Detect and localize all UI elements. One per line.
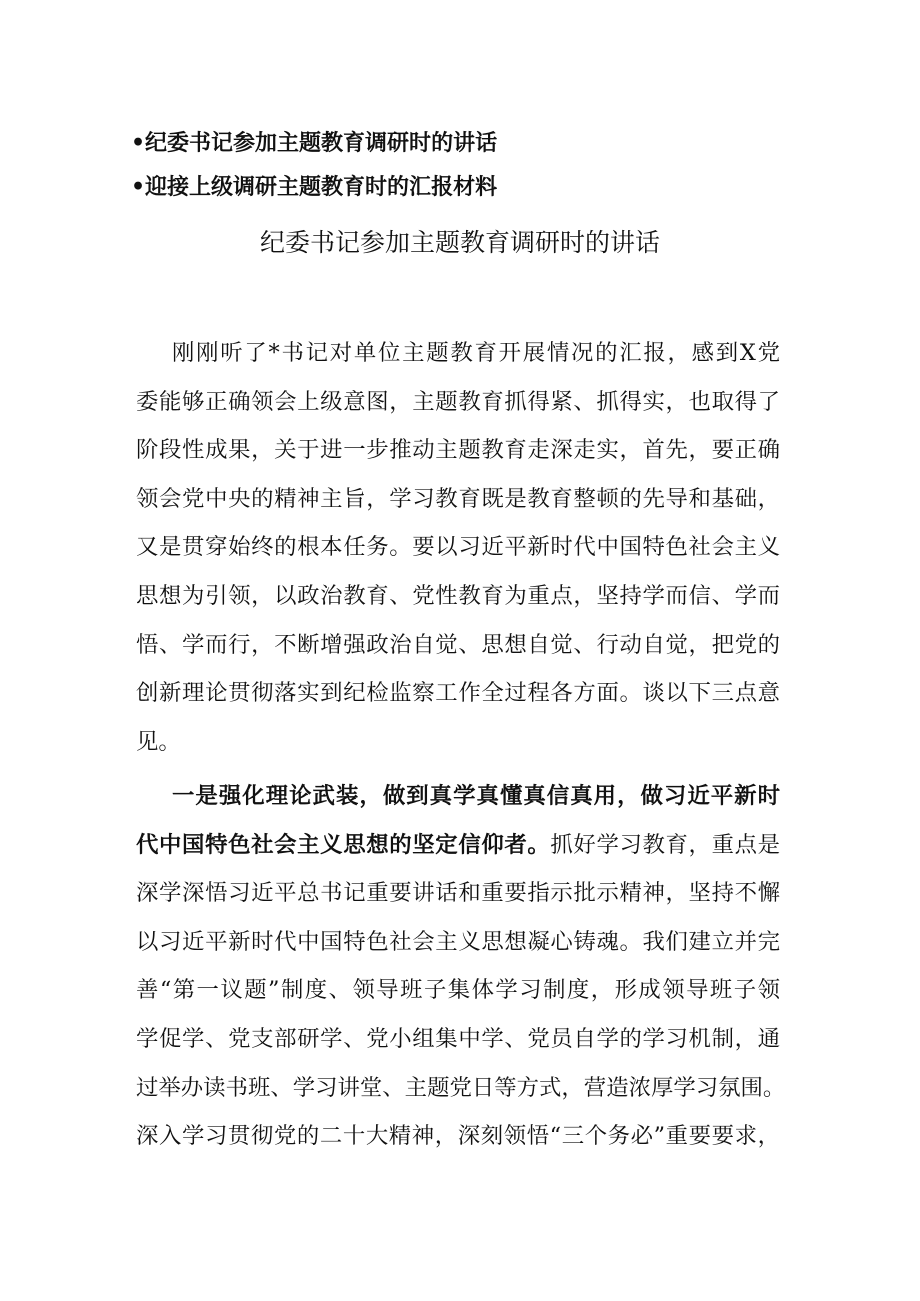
paragraph-line: 深学深悟习近平总书记重要讲话和重要指示批示精神，坚持不懈 <box>136 880 780 907</box>
paragraph-line: 以习近平新时代中国特色社会主义思想凝心铸魂。我们建立并完 <box>136 928 780 955</box>
paragraph-text: 抓好学习教育，重点是 <box>550 831 780 858</box>
paragraph-line: 阶段性成果，关于进一步推动主题教育走深走实，首先，要正确 <box>136 437 780 464</box>
paragraph-heading-line: 一是强化理论武装，做到真学真懂真信真用，做习近平新时 <box>172 783 780 809</box>
paragraph-point-one <box>136 772 786 1161</box>
paragraph-intro <box>136 329 780 766</box>
paragraph-line: 善“第一议题”制度、领导班子集体学习制度，形成领导班子领 <box>136 977 780 1004</box>
paragraph-line <box>136 821 780 870</box>
document-title: 纪委书记参加主题教育调研时的讲话 <box>259 228 660 257</box>
paragraph-line: 领会党中央的精神主旨，学习教育既是教育整顿的先导和基础， <box>136 485 780 512</box>
paragraph-line: 委能够正确领会上级意图，主题教育抓得紧、抓得实，也取得了 <box>136 388 780 415</box>
toc-item[interactable]: •迎接上级调研主题教育时的汇报材料 <box>131 174 498 200</box>
table-of-contents <box>131 121 831 209</box>
paragraph-line: 过举办读书班、学习讲堂、主题党日等方式，营造浓厚学习氛围。 <box>136 1074 786 1101</box>
paragraph-line: 学促学、党支部研学、党小组集中学、党员自学的学习机制，通 <box>136 1025 780 1052</box>
paragraph-line: 创新理论贯彻落实到纪检监察工作全过程各方面。谈以下三点意 <box>136 680 780 707</box>
paragraph-line: 悟、学而行，不断增强政治自觉、思想自觉、行动自觉，把党的 <box>136 631 780 658</box>
paragraph-heading-tail: 代中国特色社会主义思想的坚定信仰者。 <box>136 831 551 858</box>
paragraph-line: 思想为引领，以政治教育、党性教育为重点，坚持学而信、学而 <box>136 582 780 609</box>
toc-item[interactable]: •纪委书记参加主题教育调研时的讲话 <box>131 130 498 156</box>
paragraph-line: 见。 <box>136 728 181 755</box>
paragraph-line: 深入学习贯彻党的二十大精神，深刻领悟“三个务必”重要要求， <box>136 1123 780 1150</box>
paragraph-line: 又是贯穿始终的根本任务。要以习近平新时代中国特色社会主义 <box>136 534 780 561</box>
paragraph-line: 刚刚听了*书记对单位主题教育开展情况的汇报，感到X党 <box>172 340 780 366</box>
